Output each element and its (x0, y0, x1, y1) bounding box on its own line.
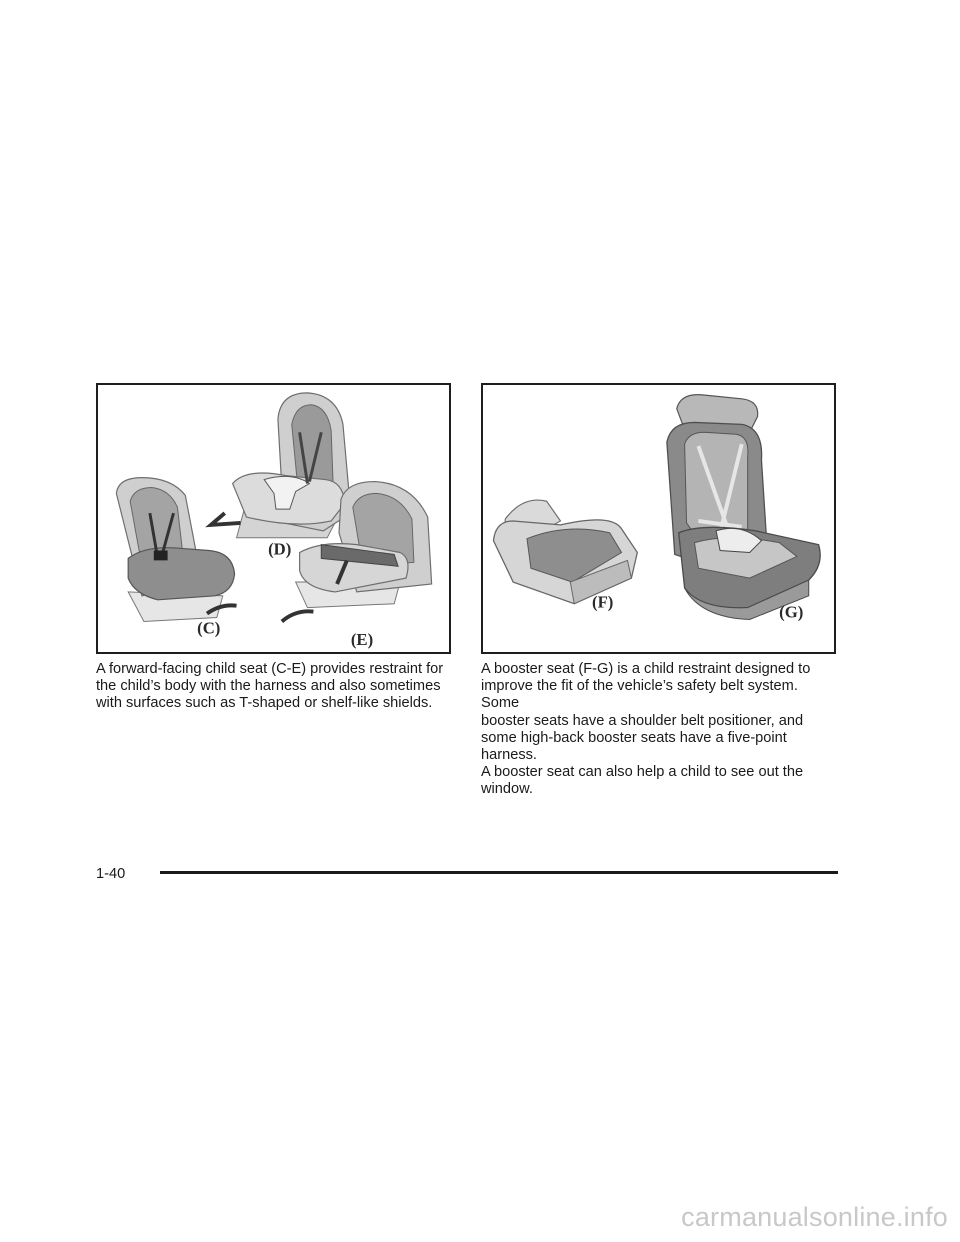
seat-g-illustration (667, 395, 820, 620)
booster-caption (481, 661, 838, 799)
caption-line: window. (481, 781, 533, 798)
forward-facing-caption (96, 661, 452, 713)
booster-seats-figure (481, 383, 836, 654)
forward-facing-seats-figure (96, 383, 451, 654)
caption-line: A booster seat (F-G) is a child restraint designed to (481, 661, 811, 677)
booster-seats-illustration (483, 385, 834, 652)
label-c: (C) (197, 618, 221, 638)
caption-line: with surfaces such as T-shaped or shelf-like shields. (96, 695, 433, 712)
label-f: (F) (591, 592, 614, 612)
seat-f-illustration (493, 500, 637, 604)
page-number: 1-40 (96, 866, 126, 882)
watermark: carmanualsonline.info (681, 1202, 948, 1232)
footer-rule (160, 871, 838, 874)
seat-d-illustration (211, 393, 351, 538)
forward-facing-seats-illustration (98, 385, 449, 652)
caption-line: A booster seat can also help a child to see out the (481, 764, 804, 781)
caption-line: some high-back booster seats have a five-point harness. (481, 729, 787, 764)
caption-line: booster seats have a shoulder belt positioner, and (481, 712, 804, 729)
label-d: (D) (268, 539, 292, 559)
label-g: (G) (779, 602, 804, 622)
caption-line: the child’s body with the harness and also sometimes (96, 678, 441, 695)
seat-c-illustration (116, 478, 236, 622)
caption-line: improve the fit of the vehicle’s safety belt system. Some (481, 678, 798, 712)
label-e: (E) (350, 630, 374, 650)
caption-line: A forward-facing child seat (C-E) provides restraint for (96, 661, 444, 677)
